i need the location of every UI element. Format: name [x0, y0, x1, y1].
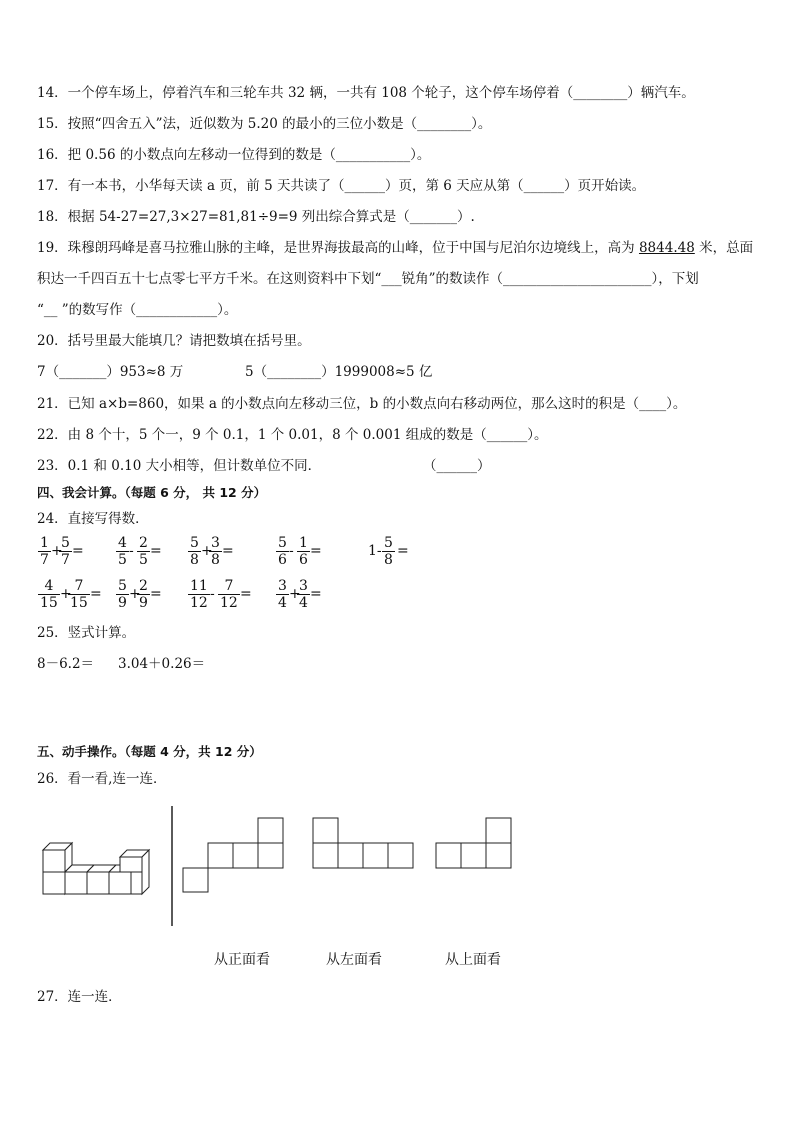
denominator: 15	[40, 595, 58, 611]
denominator: 4	[278, 595, 287, 611]
equals-sign: =	[310, 543, 322, 559]
equals-sign: =	[150, 543, 162, 559]
question-26: 26．看一看,连一连．	[37, 771, 167, 787]
numerator: 2	[139, 578, 148, 594]
question-19-line3: “__ ”的数写作（____________）。	[37, 302, 238, 318]
operator: +	[129, 586, 141, 602]
denominator: 12	[220, 595, 238, 611]
operator: +	[201, 543, 213, 559]
question-16: 16．把 0.56 的小数点向左移动一位得到的数是（___________）。	[37, 147, 431, 163]
section-5-heading: 五、动手操作。（每题 4 分，共 12 分）	[37, 744, 262, 759]
section-4-heading: 四、我会计算。（每题 6 分， 共 12 分）	[37, 485, 267, 500]
denominator: 8	[190, 552, 199, 568]
caption-front-view: 从正面看	[214, 952, 270, 968]
equals-sign: =	[72, 543, 84, 559]
numerator: 5	[118, 578, 127, 594]
numerator: 5	[61, 535, 70, 551]
question-19-line1	[37, 239, 753, 257]
caption-left-view: 从左面看	[326, 952, 382, 968]
question-17: 17．有一本书，小华每天读 a 页，前 5 天共读了（______）页，第 6 天应从第（______）页开始读。	[37, 178, 646, 194]
question-14: 14．一个停车场上，停着汽车和三轮车共 32 辆，一共有 108 个轮子，这个停车场停着（________）辆汽车。	[37, 85, 695, 101]
fraction	[188, 578, 210, 611]
numerator: 7	[68, 578, 90, 595]
divider-line	[170, 806, 174, 926]
question-25-b: 3.04＋0.26＝	[118, 656, 206, 672]
q19-height-underlined: 8844.48	[638, 240, 695, 256]
equals-sign: =	[150, 586, 162, 602]
numerator: 1	[40, 535, 49, 551]
equals-sign: =	[310, 586, 322, 602]
equals-sign: =	[240, 586, 252, 602]
denominator: 8	[384, 552, 393, 568]
fraction-prefix: 1-	[368, 543, 382, 559]
fraction	[38, 535, 51, 568]
equals-sign: =	[222, 543, 234, 559]
numerator: 3	[211, 535, 220, 551]
view-grid-3	[435, 817, 513, 869]
numerator: 3	[278, 578, 287, 594]
fraction	[218, 578, 240, 611]
denominator: 7	[40, 552, 49, 568]
denominator: 12	[190, 595, 208, 611]
fraction	[276, 535, 289, 568]
numerator: 5	[278, 535, 287, 551]
numerator: 5	[384, 535, 393, 551]
numerator: 5	[190, 535, 199, 551]
denominator: 9	[139, 595, 148, 611]
fraction	[382, 535, 395, 568]
denominator: 15	[70, 595, 88, 611]
denominator: 7	[61, 552, 70, 568]
equals-sign: =	[90, 586, 102, 602]
question-27: 27．连一连．	[37, 989, 122, 1005]
question-20-b: 5（________）1999008≈5 亿	[245, 364, 433, 380]
operator: -	[129, 543, 134, 559]
question-15: 15．按照“四舍五入”法，近似数为 5.20 的最小的三位小数是（________）。	[37, 116, 492, 132]
denominator: 8	[211, 552, 220, 568]
q19-text-a: 19．珠穆朗玛峰是喜马拉雅山脉的主峰，是世界海拔最高的山峰，位于中国与尼泊尔边境线上，高为	[37, 240, 639, 256]
fraction	[188, 535, 201, 568]
operator: +	[51, 543, 63, 559]
question-23-blank: （______）	[423, 458, 491, 474]
caption-top-view: 从上面看	[445, 952, 501, 968]
numerator: 1	[299, 535, 308, 551]
question-20: 20．括号里最大能填几？请把数填在括号里。	[37, 333, 311, 349]
denominator: 6	[299, 552, 308, 568]
denominator: 6	[278, 552, 287, 568]
view-grid-1	[182, 817, 284, 893]
fraction	[116, 535, 129, 568]
question-18: 18．根据 54-27=27,3×27=81,81÷9=9 列出综合算式是（_______）.	[37, 209, 475, 225]
fraction	[209, 535, 222, 568]
numerator: 3	[299, 578, 308, 594]
numerator: 4	[38, 578, 60, 595]
numerator: 7	[218, 578, 240, 595]
numerator: 2	[139, 535, 148, 551]
denominator: 9	[118, 595, 127, 611]
q19-text-b: 米，总面	[694, 240, 754, 256]
question-22: 22．由 8 个十，5 个一，9 个 0.1，1 个 0.01，8 个 0.001 组成的数是（______）。	[37, 427, 548, 443]
denominator: 4	[299, 595, 308, 611]
operator: -	[210, 586, 215, 602]
question-25: 25．竖式计算。	[37, 625, 136, 641]
question-25-a: 8－6.2＝	[37, 656, 95, 672]
fraction	[59, 535, 72, 568]
fraction	[276, 578, 289, 611]
question-21: 21．已知 a×b=860，如果 a 的小数点向左移动三位，b 的小数点向右移动两位，那么这时的积是（____）。	[37, 396, 687, 412]
question-20-a: 7（_______）953≈8 万	[37, 364, 184, 380]
question-19-line2: 积达一千四百五十七点零七平方千米。在这则资料中下划“___锐角”的数读作（______________________），下划	[37, 271, 699, 287]
fraction	[116, 578, 129, 611]
fraction	[297, 535, 310, 568]
fraction	[297, 578, 310, 611]
fraction	[137, 535, 150, 568]
fraction	[68, 578, 90, 611]
operator: +	[60, 586, 72, 602]
operator: -	[289, 543, 294, 559]
fraction	[137, 578, 150, 611]
equals-sign: =	[397, 543, 409, 559]
view-grid-2	[312, 817, 414, 869]
denominator: 5	[118, 552, 127, 568]
cube-solid-figure	[38, 838, 158, 898]
question-23: 23．0.1 和 0.10 大小相等，但计数单位不同．	[37, 458, 322, 474]
numerator: 11	[190, 578, 208, 594]
operator: +	[289, 586, 301, 602]
question-24: 24．直接写得数．	[37, 511, 149, 527]
denominator: 5	[139, 552, 148, 568]
fraction	[38, 578, 60, 611]
numerator: 4	[118, 535, 127, 551]
